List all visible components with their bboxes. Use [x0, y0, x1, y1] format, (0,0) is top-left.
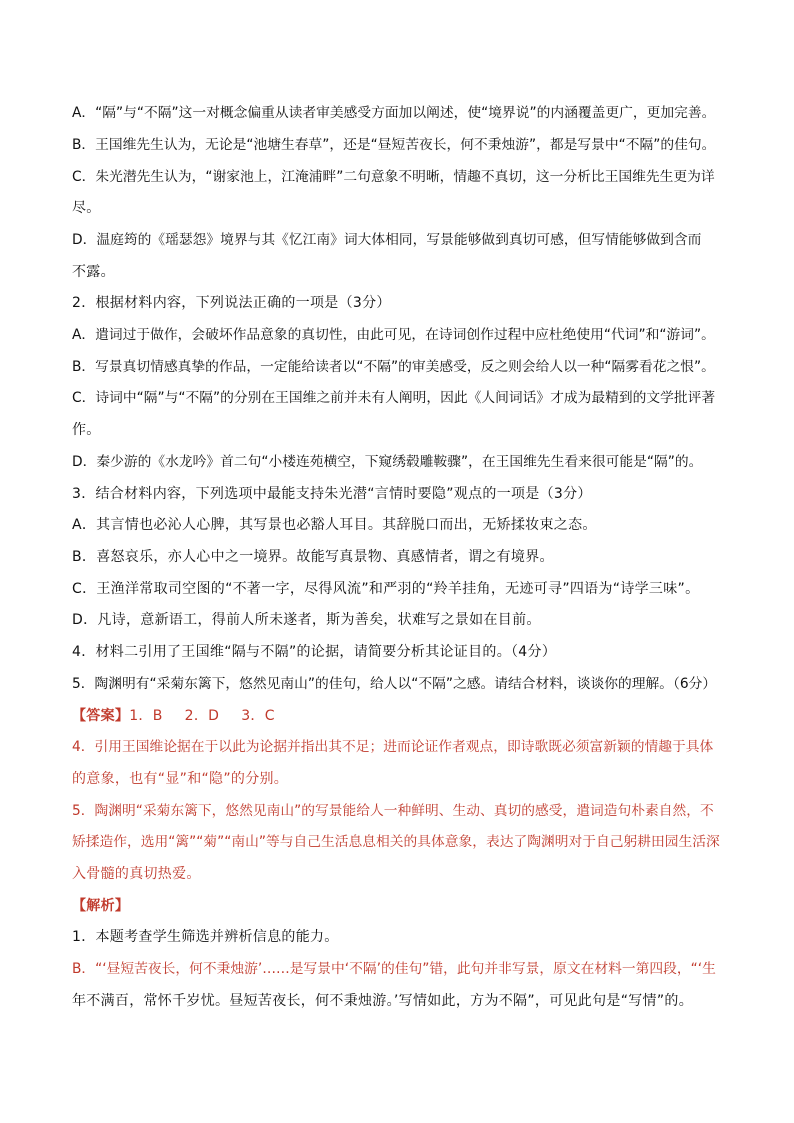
- option-1c-cont: 尽。: [72, 200, 101, 216]
- answer-5-cont: 入骨髓的真切热爱。: [72, 866, 201, 882]
- option-1c: C．朱光潜先生认为，“谢家池上，江淹浦畔”二句意象不明晰，情趣不真切，这一分析比王国维先生更为详: [72, 169, 715, 185]
- option-1a: A．“隔”与“不隔”这一对概念偏重从读者审美感受方面加以阐述，使“境界说”的内涵覆盖更广，更加完善。: [72, 105, 716, 121]
- question-2: 2．根据材料内容，下列说法正确的一项是（3分）: [72, 295, 391, 311]
- answer-4: 4．引用王国维论据在于以此为论据并指出其不足；进而论证作者观点，即诗歌既必须富新颖的情趣于具体: [72, 739, 714, 755]
- question-4: 4．材料二引用了王国维“隔与不隔”的论据，请简要分析其论证目的。（4分）: [72, 644, 557, 660]
- option-2b: B．写景真切情感真挚的作品，一定能给读者以“不隔”的审美感受，反之则会给人以一种“隔雾看花之恨”。: [72, 359, 715, 375]
- answer-5: 5．陶渊明“采菊东篱下，悠然见南山”的写景能给人一种鲜明、生动、真切的感受，遣词造句朴素自然，不: [72, 803, 714, 819]
- option-1d: D．温庭筠的《瑶瑟怨》境界与其《忆江南》词大体相同，写景能够做到真切可感，但写情能够做到含而: [72, 232, 702, 248]
- option-3d: D．凡诗，意新语工，得前人所未遂者，斯为善矣，状难写之景如在目前。: [72, 612, 541, 628]
- question-5: 5．陶渊明有“采菊东篱下，悠然见南山”的佳句，给人以“不隔”之感。请结合材料，谈谈你的理解。（6分）: [72, 676, 717, 692]
- analysis-1b: B．“‘昼短苦夜长，何不秉烛游’……是写景中‘不隔’的佳句”错，此句并非写景，原文在材料一第四段，“‘生: [72, 961, 716, 977]
- option-2c: C．诗词中“隔”与“不隔”的分别在王国维之前并未有人阐明，因此《人间词话》才成为最精到的文学批评著: [72, 390, 716, 406]
- option-2d: D．秦少游的《水龙吟》首二句“小楼连苑横空，下窥绣毂雕鞍骤”，在王国维先生看来很可能是“隔”的。: [72, 454, 703, 470]
- question-3: 3．结合材料内容，下列选项中最能支持朱光潜“言情时要隐”观点的一项是（3分）: [72, 486, 592, 502]
- option-3b: B．喜怒哀乐，亦人心中之一境界。故能写真景物、真感情者，谓之有境界。: [72, 549, 554, 565]
- answer-4-cont: 的意象，也有“显”和“隐”的分别。: [72, 771, 289, 787]
- option-2c-cont: 作。: [72, 422, 101, 438]
- answer-item: 2．D: [184, 708, 220, 724]
- analysis-tag: 【解析】: [72, 898, 130, 914]
- answer-5-cont: 矫揉造作，选用“篱”“菊”“南山”等与自己生活息息相关的具体意象，表达了陶渊明对于自己躬耕田园生活深: [72, 834, 720, 850]
- answer-item: 1．B: [129, 708, 163, 724]
- option-1d-cont: 不露。: [72, 264, 115, 280]
- analysis-1: 1．本题考查学生筛选并辨析信息的能力。: [72, 929, 339, 945]
- answer-row: [72, 707, 724, 725]
- answer-tag: 【答案】: [72, 708, 130, 724]
- option-1b: B．王国维先生认为，无论是“池塘生春草”，还是“昼短苦夜长，何不秉烛游”，都是写景中“不隔”的佳句。: [72, 137, 716, 153]
- answer-item: 3．C: [241, 708, 275, 724]
- option-2a: A．遣词过于做作，会破坏作品意象的真切性，由此可见，在诗词创作过程中应杜绝使用“代词”和“游词”。: [72, 327, 715, 343]
- analysis-1b-cont: 年不满百，常怀千岁忧。昼短苦夜长，何不秉烛游。’写情如此，方为不隔”，可见此句是“写情”的。: [72, 993, 694, 1009]
- option-3a: A．其言情也必沁人心脾，其写景也必豁人耳目。其辞脱口而出，无矫揉妆束之态。: [72, 517, 597, 533]
- option-3c: C．王渔洋常取司空图的“不著一字，尽得风流”和严羽的“羚羊挂角，无迹可寻”四语为“诗学三味”。: [72, 581, 700, 597]
